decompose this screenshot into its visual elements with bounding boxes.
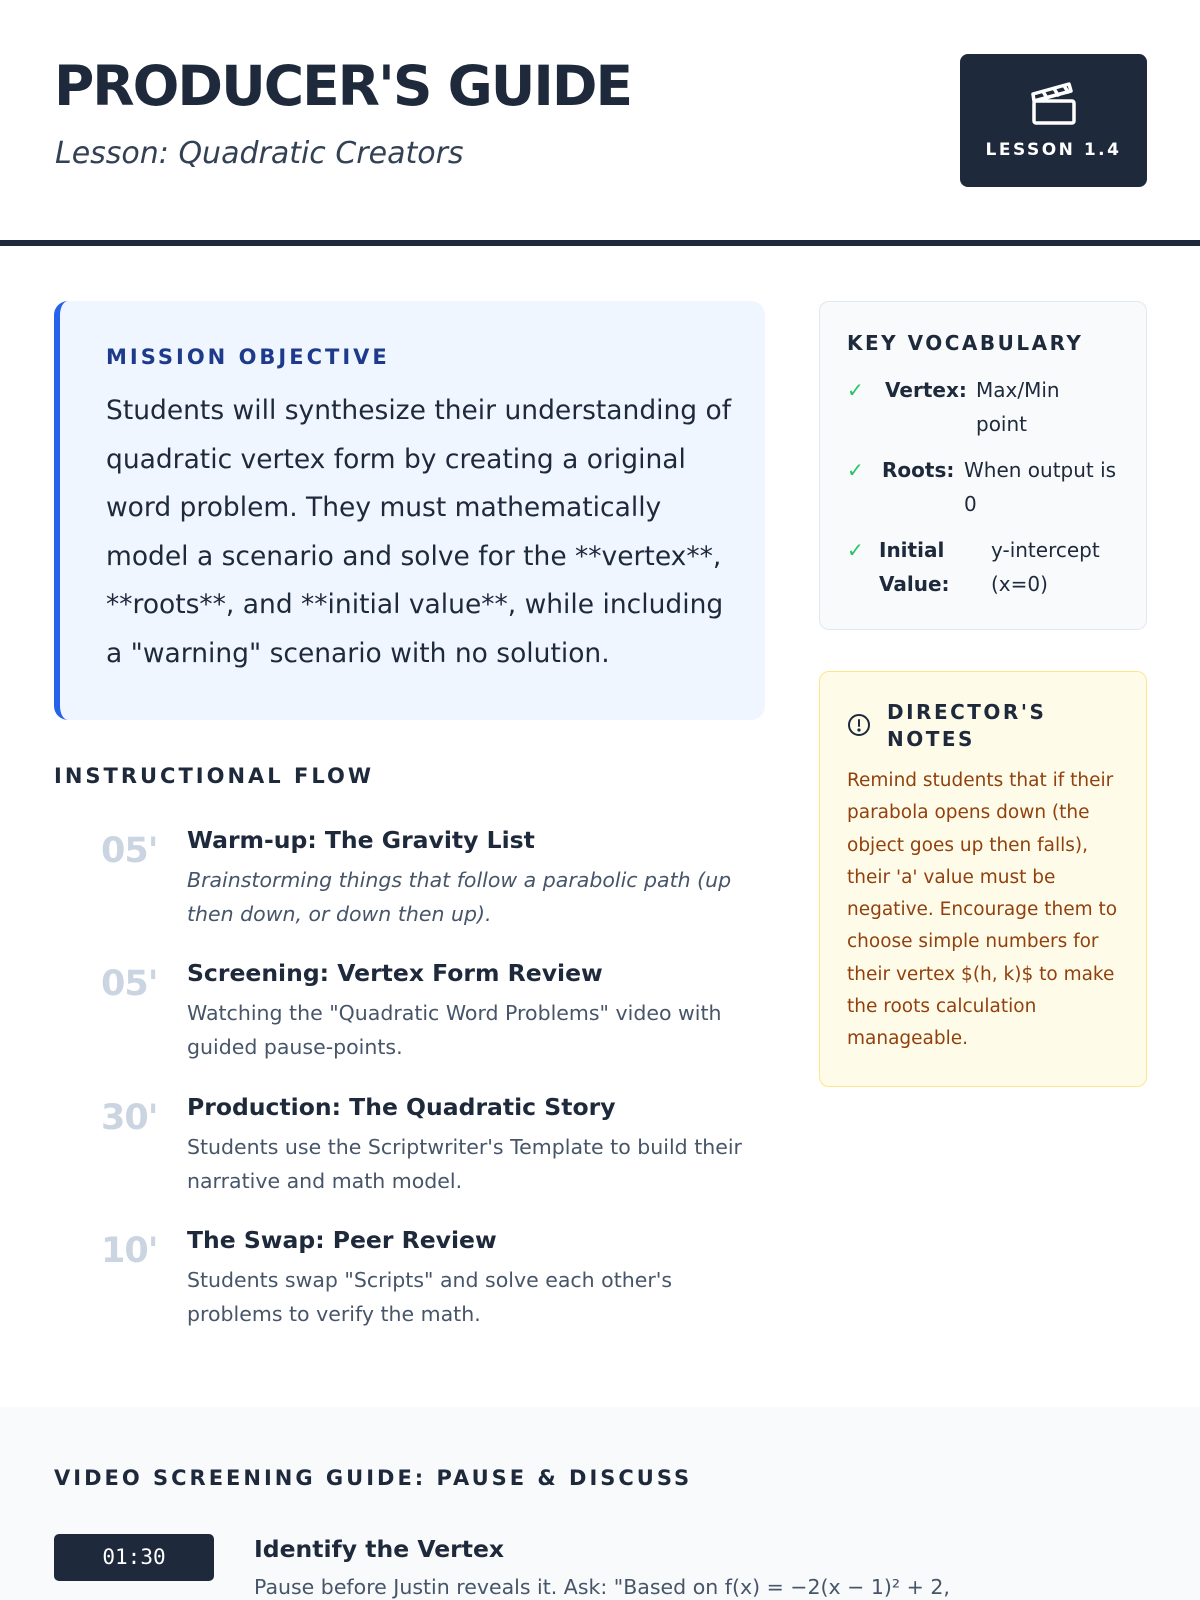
directors-notes-card bbox=[819, 671, 1147, 1087]
lesson-badge bbox=[960, 54, 1147, 187]
flow-description: Watching the "Quadratic Word Problems" video with guided pause-points. bbox=[187, 1001, 722, 1059]
video-guide-heading: VIDEO SCREENING GUIDE: PAUSE & DISCUSS bbox=[54, 1466, 693, 1490]
flow-item bbox=[54, 1093, 774, 1213]
instructional-flow-heading: INSTRUCTIONAL FLOW bbox=[54, 764, 374, 788]
video-screening-guide bbox=[0, 1407, 1200, 1600]
page-header bbox=[0, 0, 1200, 246]
vocab-definition: When output is 0 bbox=[964, 458, 1117, 516]
vocab-item bbox=[847, 374, 1127, 444]
vocab-term: Roots: bbox=[882, 458, 955, 482]
pause-point-title: Identify the Vertex bbox=[254, 1535, 505, 1563]
clapperboard-icon bbox=[1029, 80, 1079, 130]
key-vocabulary-card bbox=[819, 301, 1147, 630]
vocabulary-label: KEY VOCABULARY bbox=[847, 331, 1084, 355]
flow-description: Students use the Scriptwriter's Template to build their narrative and math model. bbox=[187, 1135, 742, 1193]
flow-description: Brainstorming things that follow a parabolic path (up then down, or down then up). bbox=[187, 868, 732, 926]
lesson-number: LESSON 1.4 bbox=[985, 140, 1122, 160]
notes-label: DIRECTOR'S NOTES bbox=[887, 700, 1047, 751]
check-icon: ✓ bbox=[847, 458, 864, 482]
flow-description: Students swap "Scripts" and solve each other's problems to verify the math. bbox=[187, 1268, 673, 1326]
pause-point-description: Pause before Justin reveals it. Ask: "Based on f(x) = −2(x − 1)² + 2, bbox=[254, 1575, 950, 1599]
page-title: PRODUCER'S GUIDE bbox=[54, 54, 632, 118]
flow-duration: 05' bbox=[101, 831, 158, 871]
alert-circle-icon bbox=[847, 713, 871, 737]
flow-title: Screening: Vertex Form Review bbox=[187, 959, 603, 987]
mission-body: Students will synthesize their understanding of quadratic vertex form by creating a original word problem. They must mathematically model a scenario and solve for the **vertex**, **roots**, and **initial value**, while including a "warning" scenario with no solution. bbox=[106, 395, 732, 669]
flow-title: The Swap: Peer Review bbox=[187, 1226, 497, 1254]
flow-duration: 05' bbox=[101, 964, 158, 1004]
flow-title: Production: The Quadratic Story bbox=[187, 1093, 616, 1121]
timestamp-badge: 01:30 bbox=[54, 1534, 214, 1581]
flow-item bbox=[54, 1226, 774, 1346]
flow-title: Warm-up: The Gravity List bbox=[187, 826, 535, 854]
vocab-item bbox=[847, 454, 1127, 524]
mission-label: MISSION OBJECTIVE bbox=[106, 345, 390, 369]
flow-item bbox=[54, 959, 774, 1079]
check-icon: ✓ bbox=[847, 378, 864, 402]
notes-body: Remind students that if their parabola opens down (the object goes up then falls), their 'a' value must be negative. Encourage them to choose simple numbers for their vertex $(h, k)$ to make the roots calculation manageable. bbox=[847, 770, 1118, 1050]
flow-duration: 30' bbox=[101, 1098, 158, 1138]
check-icon: ✓ bbox=[847, 538, 864, 562]
vocab-term: Vertex: bbox=[885, 378, 967, 402]
vocab-definition: y-intercept (x=0) bbox=[991, 538, 1100, 596]
flow-duration: 10' bbox=[101, 1231, 158, 1271]
vocab-term: Initial Value: bbox=[879, 538, 950, 596]
flow-item bbox=[54, 826, 774, 946]
mission-objective-card bbox=[54, 301, 765, 720]
vocab-item bbox=[847, 534, 1127, 604]
lesson-subtitle: Lesson: Quadratic Creators bbox=[55, 136, 464, 171]
vocab-definition: Max/Min point bbox=[976, 378, 1060, 436]
